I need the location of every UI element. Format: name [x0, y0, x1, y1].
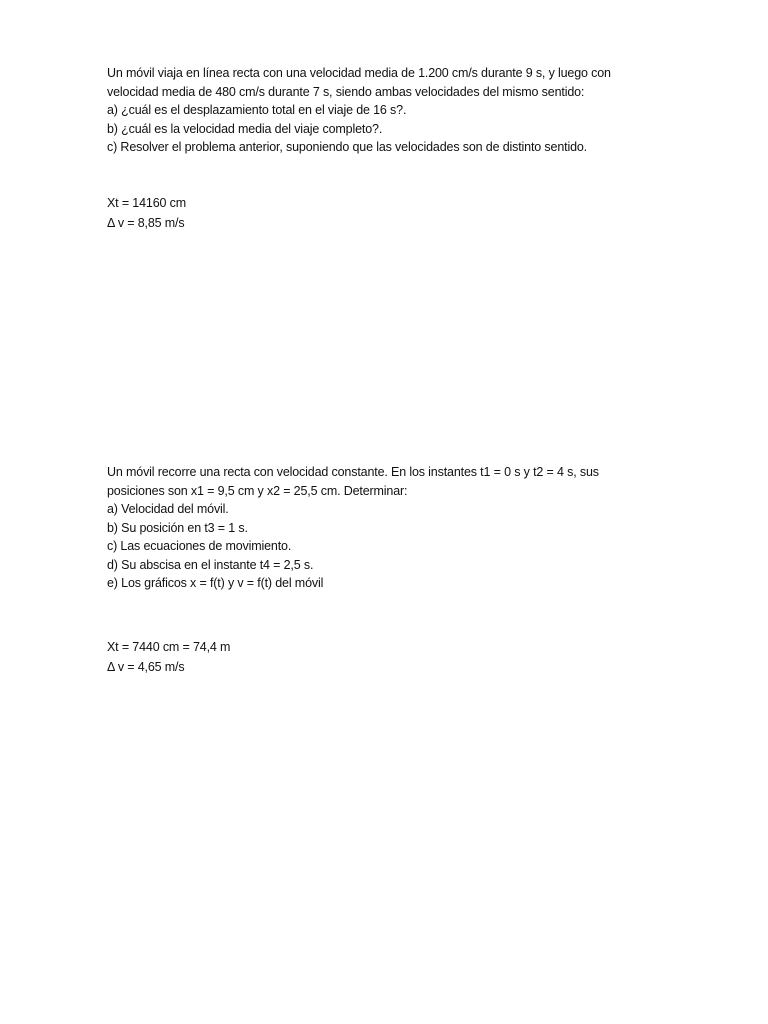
- problem-1-line: a) ¿cuál es el desplazamiento total en el viaje de 16 s?.: [107, 103, 407, 117]
- problem-2-line: Un móvil recorre una recta con velocidad constante. En los instantes t1 = 0 s y t2 = 4 s, sus: [107, 465, 599, 479]
- problem-1-line: c) Resolver el problema anterior, suponiendo que las velocidades son de distinto sentido.: [107, 140, 588, 154]
- problem-2-line: posiciones son x1 = 9,5 cm y x2 = 25,5 cm. Determinar:: [107, 483, 408, 498]
- answer-2: [107, 637, 667, 677]
- answer-1-line: Xt = 14160 cm: [107, 196, 187, 210]
- answer-2-line: Δ v = 4,65 m/s: [107, 660, 185, 674]
- problem-1: [107, 64, 667, 157]
- answer-2-line: Xt = 7440 cm = 74,4 m: [107, 640, 231, 654]
- answer-1-line: Δ v = 8,85 m/s: [107, 216, 185, 230]
- problem-2-line: c) Las ecuaciones de movimiento.: [107, 539, 292, 553]
- problem-2-line: b) Su posición en t3 = 1 s.: [107, 520, 248, 535]
- problem-1-line: Un móvil viaja en línea recta con una velocidad media de 1.200 cm/s durante 9 s, y luego con: [107, 66, 611, 80]
- problem-2-line: e) Los gráficos x = f(t) y v = f(t) del móvil: [107, 576, 324, 590]
- problem-1-line: b) ¿cuál es la velocidad media del viaje completo?.: [107, 121, 383, 136]
- answer-1: [107, 193, 667, 233]
- problem-2-line: a) Velocidad del móvil.: [107, 502, 229, 516]
- problem-2-line: d) Su abscisa en el instante t4 = 2,5 s.: [107, 557, 314, 572]
- problem-2: [107, 463, 667, 593]
- problem-1-line: velocidad media de 480 cm/s durante 7 s, siendo ambas velocidades del mismo sentido:: [107, 84, 585, 99]
